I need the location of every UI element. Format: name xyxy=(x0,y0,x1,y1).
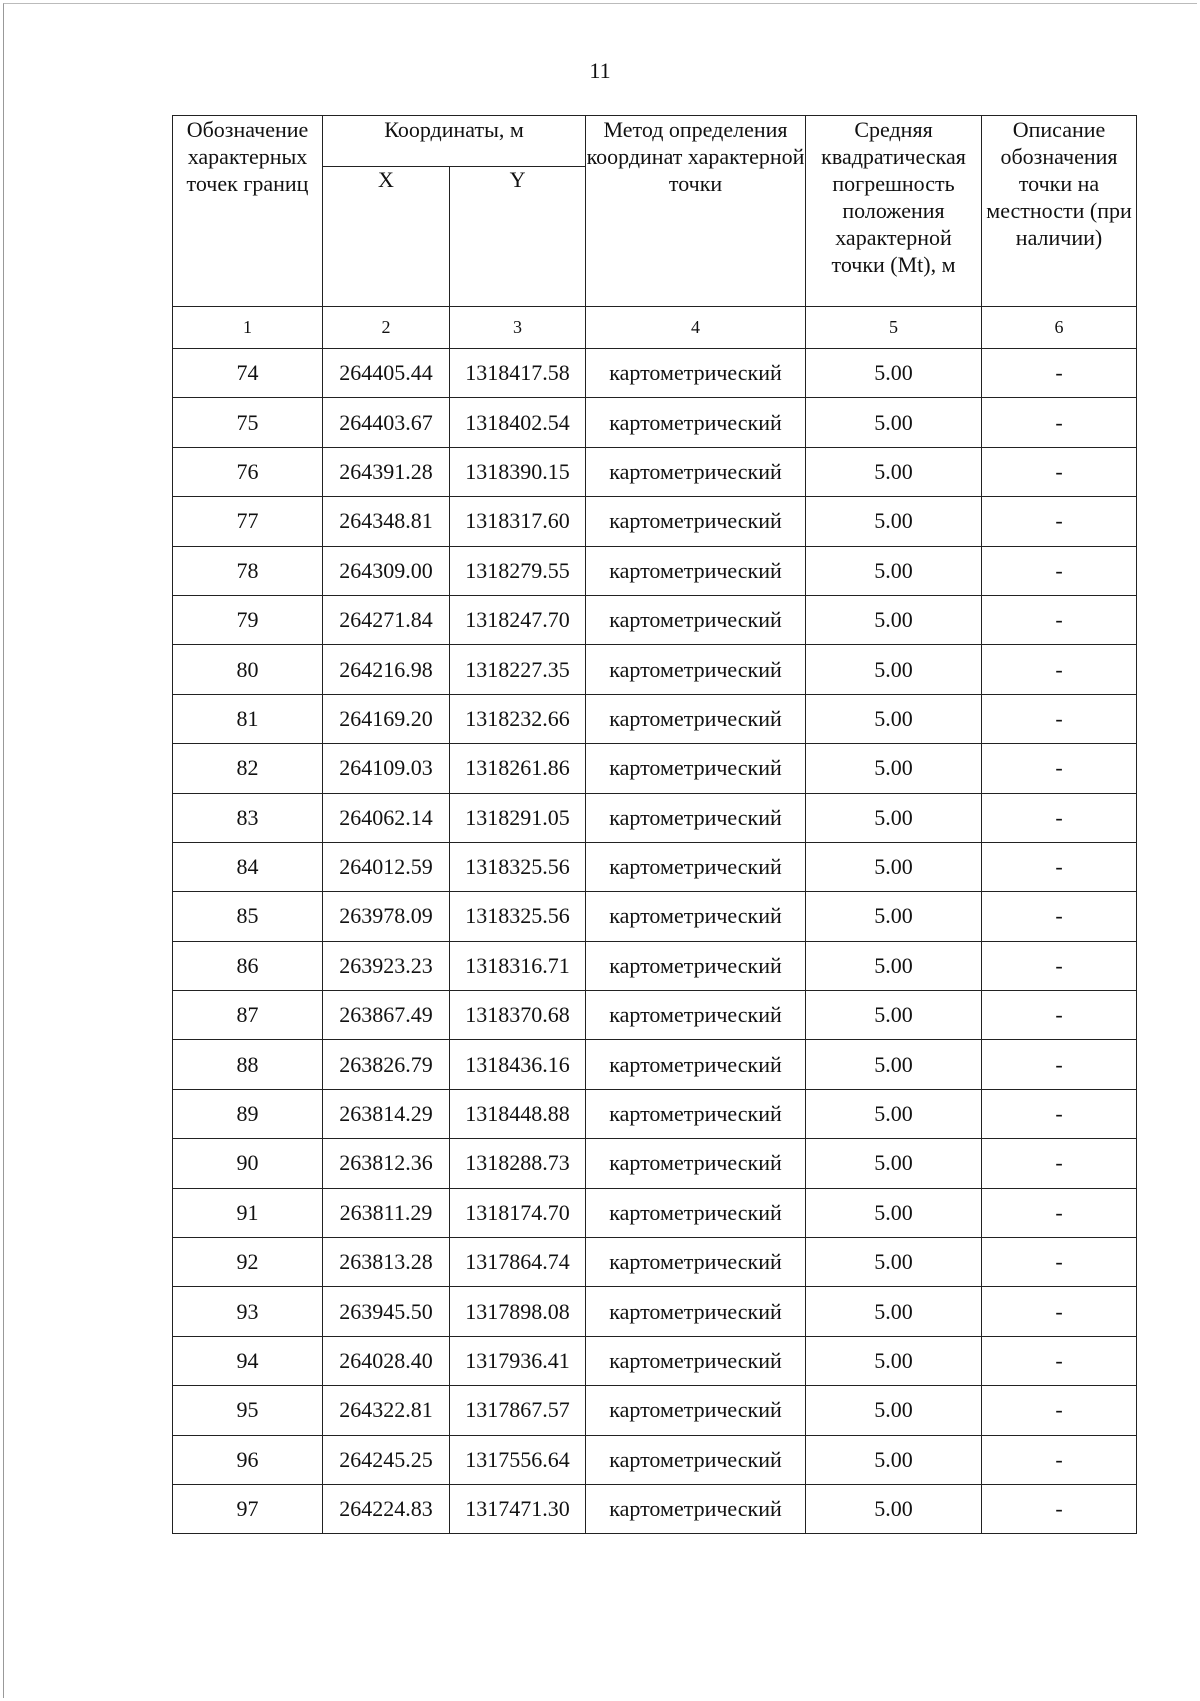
cell-point: 79 xyxy=(173,595,323,644)
cell-point: 93 xyxy=(173,1287,323,1336)
cell-y: 1317898.08 xyxy=(450,1287,586,1336)
cell-method: картометрический xyxy=(586,1238,806,1287)
table-row xyxy=(173,398,1137,447)
cell-description: - xyxy=(982,744,1137,793)
cell-method: картометрический xyxy=(586,447,806,496)
cell-description: - xyxy=(982,497,1137,546)
header-x: X xyxy=(323,167,450,307)
column-numbers-row xyxy=(173,307,1137,349)
cell-x: 264322.81 xyxy=(323,1386,450,1435)
cell-error: 5.00 xyxy=(806,1287,982,1336)
table-row xyxy=(173,1238,1137,1287)
table-row xyxy=(173,595,1137,644)
cell-y: 1318325.56 xyxy=(450,842,586,891)
header-description: Описание обозначения точки на местности (при наличии) xyxy=(982,116,1137,307)
cell-y: 1318288.73 xyxy=(450,1139,586,1188)
cell-point: 81 xyxy=(173,694,323,743)
cell-description: - xyxy=(982,1435,1137,1484)
cell-y: 1318317.60 xyxy=(450,497,586,546)
cell-error: 5.00 xyxy=(806,1238,982,1287)
cell-x: 264348.81 xyxy=(323,497,450,546)
cell-point: 97 xyxy=(173,1484,323,1533)
cell-point: 84 xyxy=(173,842,323,891)
cell-error: 5.00 xyxy=(806,1386,982,1435)
cell-description: - xyxy=(982,447,1137,496)
cell-point: 92 xyxy=(173,1238,323,1287)
cell-y: 1318417.58 xyxy=(450,349,586,398)
cell-x: 264012.59 xyxy=(323,842,450,891)
cell-x: 264216.98 xyxy=(323,645,450,694)
cell-error: 5.00 xyxy=(806,1336,982,1385)
header-coordinates: Координаты, м xyxy=(323,116,586,167)
cell-method: картометрический xyxy=(586,941,806,990)
cell-x: 264169.20 xyxy=(323,694,450,743)
cell-y: 1318227.35 xyxy=(450,645,586,694)
cell-x: 264391.28 xyxy=(323,447,450,496)
cell-x: 263811.29 xyxy=(323,1188,450,1237)
cell-method: картометрический xyxy=(586,1336,806,1385)
header-point: Обозначение характерных точек границ xyxy=(173,116,323,307)
cell-method: картометрический xyxy=(586,793,806,842)
cell-method: картометрический xyxy=(586,398,806,447)
cell-description: - xyxy=(982,1386,1137,1435)
cell-error: 5.00 xyxy=(806,1040,982,1089)
table-row xyxy=(173,892,1137,941)
cell-point: 80 xyxy=(173,645,323,694)
cell-point: 88 xyxy=(173,1040,323,1089)
cell-x: 264309.00 xyxy=(323,546,450,595)
cell-x: 263867.49 xyxy=(323,991,450,1040)
cell-description: - xyxy=(982,595,1137,644)
cell-y: 1318174.70 xyxy=(450,1188,586,1237)
cell-description: - xyxy=(982,842,1137,891)
cell-x: 264062.14 xyxy=(323,793,450,842)
cell-description: - xyxy=(982,892,1137,941)
cell-point: 82 xyxy=(173,744,323,793)
cell-error: 5.00 xyxy=(806,1435,982,1484)
cell-error: 5.00 xyxy=(806,447,982,496)
cell-method: картометрический xyxy=(586,1139,806,1188)
table-row xyxy=(173,941,1137,990)
table-row xyxy=(173,1188,1137,1237)
table-row xyxy=(173,1089,1137,1138)
cell-y: 1318402.54 xyxy=(450,398,586,447)
cell-x: 263945.50 xyxy=(323,1287,450,1336)
cell-y: 1318390.15 xyxy=(450,447,586,496)
cell-point: 78 xyxy=(173,546,323,595)
cell-y: 1318261.86 xyxy=(450,744,586,793)
cell-point: 91 xyxy=(173,1188,323,1237)
table-row xyxy=(173,1435,1137,1484)
cell-error: 5.00 xyxy=(806,349,982,398)
table-row xyxy=(173,349,1137,398)
cell-error: 5.00 xyxy=(806,1089,982,1138)
cell-method: картометрический xyxy=(586,546,806,595)
cell-x: 264224.83 xyxy=(323,1484,450,1533)
cell-x: 264271.84 xyxy=(323,595,450,644)
table-row xyxy=(173,546,1137,595)
cell-method: картометрический xyxy=(586,744,806,793)
cell-point: 94 xyxy=(173,1336,323,1385)
cell-description: - xyxy=(982,398,1137,447)
cell-error: 5.00 xyxy=(806,744,982,793)
cell-point: 95 xyxy=(173,1386,323,1435)
cell-description: - xyxy=(982,1238,1137,1287)
cell-point: 76 xyxy=(173,447,323,496)
header-method: Метод определения координат характерной точки xyxy=(586,116,806,307)
cell-method: картометрический xyxy=(586,1484,806,1533)
cell-error: 5.00 xyxy=(806,398,982,447)
cell-method: картометрический xyxy=(586,349,806,398)
cell-description: - xyxy=(982,1287,1137,1336)
cell-point: 77 xyxy=(173,497,323,546)
cell-y: 1318436.16 xyxy=(450,1040,586,1089)
cell-y: 1318247.70 xyxy=(450,595,586,644)
cell-point: 85 xyxy=(173,892,323,941)
cell-x: 263978.09 xyxy=(323,892,450,941)
cell-description: - xyxy=(982,793,1137,842)
cell-point: 83 xyxy=(173,793,323,842)
cell-point: 89 xyxy=(173,1089,323,1138)
column-number: 5 xyxy=(806,307,982,349)
cell-error: 5.00 xyxy=(806,991,982,1040)
cell-method: картометрический xyxy=(586,991,806,1040)
cell-y: 1317556.64 xyxy=(450,1435,586,1484)
cell-description: - xyxy=(982,1040,1137,1089)
cell-description: - xyxy=(982,1188,1137,1237)
cell-x: 264403.67 xyxy=(323,398,450,447)
coordinates-table xyxy=(172,115,1137,1534)
column-number: 3 xyxy=(450,307,586,349)
cell-error: 5.00 xyxy=(806,1188,982,1237)
cell-error: 5.00 xyxy=(806,892,982,941)
cell-description: - xyxy=(982,1089,1137,1138)
page-number: 11 xyxy=(589,58,611,83)
cell-point: 96 xyxy=(173,1435,323,1484)
cell-method: картометрический xyxy=(586,1386,806,1435)
cell-method: картометрический xyxy=(586,497,806,546)
cell-method: картометрический xyxy=(586,694,806,743)
header-error: Средняя квадратическая погрешность положения характерной точки (Mt), м xyxy=(806,116,982,307)
cell-y: 1318291.05 xyxy=(450,793,586,842)
header-y: Y xyxy=(450,167,586,307)
cell-error: 5.00 xyxy=(806,1139,982,1188)
table-row xyxy=(173,744,1137,793)
table-row xyxy=(173,1484,1137,1533)
cell-description: - xyxy=(982,349,1137,398)
cell-y: 1317936.41 xyxy=(450,1336,586,1385)
cell-description: - xyxy=(982,694,1137,743)
cell-point: 87 xyxy=(173,991,323,1040)
table-row xyxy=(173,645,1137,694)
cell-description: - xyxy=(982,1139,1137,1188)
cell-description: - xyxy=(982,546,1137,595)
cell-y: 1318316.71 xyxy=(450,941,586,990)
cell-point: 75 xyxy=(173,398,323,447)
cell-y: 1317864.74 xyxy=(450,1238,586,1287)
cell-method: картометрический xyxy=(586,1040,806,1089)
cell-x: 263814.29 xyxy=(323,1089,450,1138)
table-row xyxy=(173,1139,1137,1188)
cell-point: 90 xyxy=(173,1139,323,1188)
cell-method: картометрический xyxy=(586,1287,806,1336)
cell-x: 264109.03 xyxy=(323,744,450,793)
table-row xyxy=(173,793,1137,842)
table-row xyxy=(173,497,1137,546)
table-row xyxy=(173,1287,1137,1336)
table-row xyxy=(173,694,1137,743)
cell-y: 1318448.88 xyxy=(450,1089,586,1138)
cell-method: картометрический xyxy=(586,1188,806,1237)
cell-error: 5.00 xyxy=(806,1484,982,1533)
cell-x: 264245.25 xyxy=(323,1435,450,1484)
cell-x: 264405.44 xyxy=(323,349,450,398)
cell-y: 1317867.57 xyxy=(450,1386,586,1435)
cell-x: 263813.28 xyxy=(323,1238,450,1287)
table-row xyxy=(173,1336,1137,1385)
cell-description: - xyxy=(982,1336,1137,1385)
cell-description: - xyxy=(982,645,1137,694)
cell-x: 264028.40 xyxy=(323,1336,450,1385)
column-number: 4 xyxy=(586,307,806,349)
column-number: 1 xyxy=(173,307,323,349)
cell-y: 1318279.55 xyxy=(450,546,586,595)
cell-description: - xyxy=(982,1484,1137,1533)
cell-method: картометрический xyxy=(586,595,806,644)
cell-description: - xyxy=(982,941,1137,990)
cell-method: картометрический xyxy=(586,1435,806,1484)
cell-point: 74 xyxy=(173,349,323,398)
column-number: 6 xyxy=(982,307,1137,349)
cell-x: 263923.23 xyxy=(323,941,450,990)
cell-error: 5.00 xyxy=(806,842,982,891)
cell-error: 5.00 xyxy=(806,595,982,644)
cell-error: 5.00 xyxy=(806,645,982,694)
cell-y: 1317471.30 xyxy=(450,1484,586,1533)
cell-error: 5.00 xyxy=(806,497,982,546)
cell-method: картометрический xyxy=(586,842,806,891)
table-row xyxy=(173,842,1137,891)
cell-description: - xyxy=(982,991,1137,1040)
cell-y: 1318325.56 xyxy=(450,892,586,941)
column-number: 2 xyxy=(323,307,450,349)
cell-y: 1318370.68 xyxy=(450,991,586,1040)
cell-method: картометрический xyxy=(586,645,806,694)
cell-x: 263826.79 xyxy=(323,1040,450,1089)
table-row xyxy=(173,991,1137,1040)
cell-x: 263812.36 xyxy=(323,1139,450,1188)
cell-method: картометрический xyxy=(586,892,806,941)
table-row xyxy=(173,447,1137,496)
cell-error: 5.00 xyxy=(806,793,982,842)
table-row xyxy=(173,1386,1137,1435)
cell-method: картометрический xyxy=(586,1089,806,1138)
table-row xyxy=(173,1040,1137,1089)
cell-error: 5.00 xyxy=(806,546,982,595)
cell-error: 5.00 xyxy=(806,694,982,743)
cell-error: 5.00 xyxy=(806,941,982,990)
cell-y: 1318232.66 xyxy=(450,694,586,743)
cell-point: 86 xyxy=(173,941,323,990)
